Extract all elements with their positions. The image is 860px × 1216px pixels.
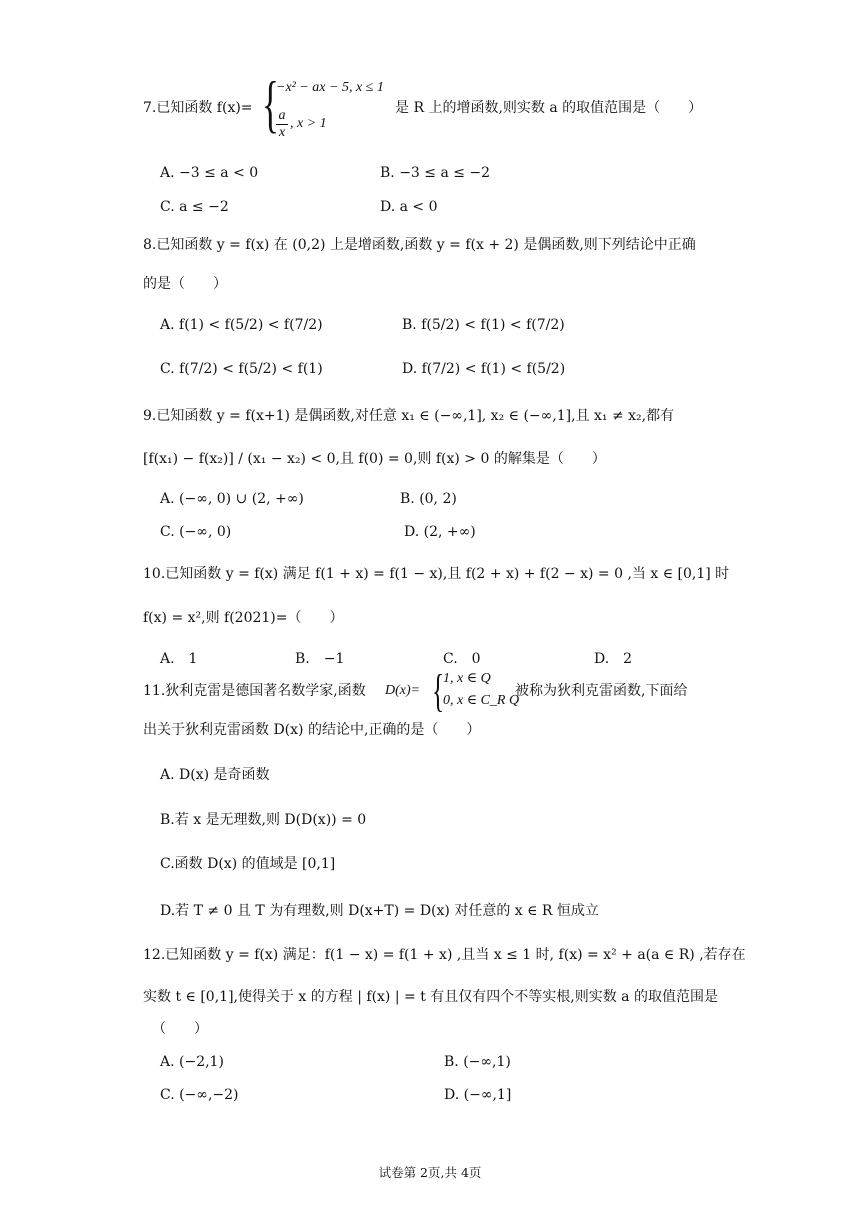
q8-option-d: D. f(7/2) < f(1) < f(5/2) (402, 361, 566, 377)
q7-option-b: B. −3 ≤ a ≤ −2 (380, 165, 491, 181)
q7-case2-num: a (276, 108, 288, 125)
q10-option-b: B. −1 (295, 651, 345, 667)
q11-case2: 0, x ∈ C_R Q (443, 693, 520, 708)
q7-case2-den: x (278, 125, 286, 140)
q9-line1: 9.已知函数 y = f(x+1) 是偶函数,对任意 x₁ ∈ (−∞,1], x₂ ∈ (−∞,1],且 x₁ ≠ x₂,都有 (143, 408, 675, 424)
q11-option-a: A. D(x) 是奇函数 (160, 767, 270, 783)
page-footer: 试卷第 2页,共 4页 (378, 1165, 482, 1180)
q12-option-d: D. (−∞,1] (444, 1087, 512, 1103)
q8-option-c: C. f(7/2) < f(5/2) < f(1) (160, 361, 323, 377)
q8-option-a: A. f(1) < f(5/2) < f(7/2) (160, 317, 323, 333)
q11-option-b: B.若 x 是无理数,则 D(D(x)) = 0 (160, 812, 367, 828)
q7-suffix: 是 R 上的增函数,则实数 a 的取值范围是（ ） (395, 100, 703, 116)
q9-option-b: B. (0, 2) (400, 491, 457, 507)
q7-option-d: D. a < 0 (380, 199, 438, 215)
q12-option-b: B. (−∞,1) (444, 1054, 511, 1070)
q7-prefix: 7.已知函数 f(x)= (143, 100, 253, 116)
q10-option-c: C. 0 (443, 651, 481, 667)
q7-case1: −x² − ax − 5, x ≤ 1 (276, 80, 384, 95)
q7-option-c: C. a ≤ −2 (160, 199, 229, 215)
q9-option-c: C. (−∞, 0) (160, 524, 232, 540)
q12-line1: 12.已知函数 y = f(x) 满足：f(1 − x) = f(1 + x) ,且当 x ≤ 1 时, f(x) = x² + a(a ∈ R) ,若存在 (143, 947, 746, 963)
q9-line2: [f(x₁) − f(x₂)] / (x₁ − x₂) < 0,且 f(0) = 0,则 f(x) > 0 的解集是（ ） (143, 451, 606, 467)
q12-option-c: C. (−∞,−2) (160, 1087, 239, 1103)
q8-option-b: B. f(5/2) < f(1) < f(7/2) (402, 317, 565, 333)
q8-line1: 8.已知函数 y = f(x) 在 (0,2) 上是增函数,函数 y = f(x + 2) 是偶函数,则下列结论中正确 (143, 237, 696, 253)
q9-option-d: D. (2, +∞) (404, 524, 476, 540)
q12-line2: 实数 t ∈ [0,1],使得关于 x 的方程 | f(x) | = t 有且仅有四个不等实根,则实数 a 的取值范围是 (143, 989, 718, 1005)
q12-line3: （ ） (152, 1021, 208, 1037)
q12-option-a: A. (−2,1) (160, 1054, 224, 1070)
q10-line2: f(x) = x²,则 f(2021)=（ ） (143, 610, 344, 626)
q11-suffix: 被称为狄利克雷函数,下面给 (515, 683, 688, 699)
q11-brace: { (432, 665, 445, 716)
q10-option-a: A. 1 (160, 651, 198, 667)
q7-case2-tail: , x > 1 (290, 116, 327, 131)
q7-brace: { (262, 68, 279, 139)
q11-func: D(x)= (385, 683, 421, 698)
q11-case1: 1, x ∈ Q (443, 671, 491, 686)
q7-case2-fraction (276, 108, 288, 141)
q10-line1: 10.已知函数 y = f(x) 满足 f(1 + x) = f(1 − x),且 f(2 + x) + f(2 − x) = 0 ,当 x ∈ [0,1] 时 (143, 566, 730, 582)
q9-option-a: A. (−∞, 0) ∪ (2, +∞) (160, 491, 304, 507)
q8-line2: 的是（ ） (143, 276, 227, 292)
q10-option-d: D. 2 (594, 651, 633, 667)
q11-prefix: 11.狄利克雷是德国著名数学家,函数 (143, 683, 366, 699)
q11-option-c: C.函数 D(x) 的值域是 [0,1] (160, 856, 336, 872)
q11-option-d: D.若 T ≠ 0 且 T 为有理数,则 D(x+T) = D(x) 对任意的 x ∈ R 恒成立 (160, 903, 599, 919)
q7-option-a: A. −3 ≤ a < 0 (160, 165, 259, 181)
q11-line2: 出关于狄利克雷函数 D(x) 的结论中,正确的是（ ） (143, 722, 481, 738)
